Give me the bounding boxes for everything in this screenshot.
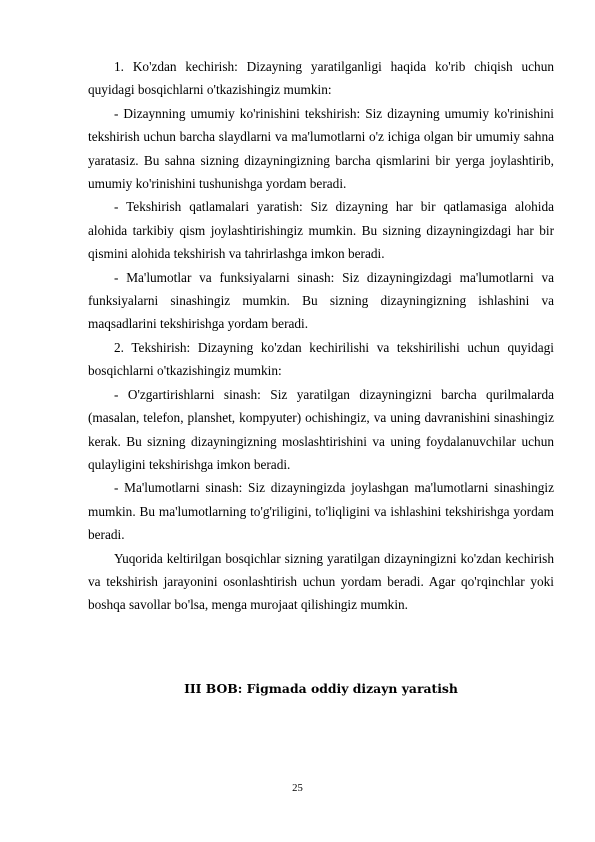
paragraph-xulosa: Yuqorida keltirilgan bosqichlar sizning yaratilgan dizayningizni ko'zdan kechirish va tekshirish jarayonini osonlashtirish uchun yordam beradi. Agar qo'rqinchlar yoki boshqa savollar bo'lsa, menga murojaat qilishingiz mumkin. <box>88 550 554 613</box>
page-number: 25 <box>292 782 303 794</box>
paragraph-ko-zdan-kechirish: 1. Ko'zdan kechirish: Dizayning yaratilganligi haqida ko'rib chiqish uchun quyidagi bosqichlarni o'tkazishingiz mumkin: <box>88 59 554 98</box>
paragraph-malumotlarni-sinash: - Ma'lumotlarni sinash: Siz dizayningizda joylashgan ma'lumotlarni sinashingiz mumkin. Bu ma'lumotlarning to'g'riligini, to'liqligini va ishlashini tekshirishga yordam beradi. <box>88 480 554 543</box>
body-text <box>88 55 554 617</box>
chapter-heading: III BOB: Figmada oddiy dizayn yaratish <box>184 681 458 696</box>
paragraph-malumotlar-funksiyalar: - Ma'lumotlar va funksiyalarni sinash: Siz dizayningizdagi ma'lumotlarni va funksiyalarni sinashingiz mumkin. Bu sizning dizayningizning ishlashini va maqsadlarini tekshirishga yordam beradi. <box>88 269 554 332</box>
paragraph-umumiy-korinish: - Dizaynning umumiy ko'rinishini tekshirish: Siz dizayning umumiy ko'rinishini tekshirish uchun barcha slaydlarni va ma'lumotlarni o'z ichiga olgan bir umumiy sahna yaratasiz. Bu sahna sizning dizayningizning barcha qismlarini bir yerga joylashtirib, umumiy ko'rinishini tushunishga yordam beradi. <box>88 105 554 192</box>
paragraph-ozgartirishlar: - O'zgartirishlarni sinash: Siz yaratilgan dizayningizni barcha qurilmalarda (masalan, telefon, planshet, kompyuter) ochishingiz, va uning davranishini sinashingiz kerak. Bu sizning dizayningizning moslashtirishini va uning foydalanuvchilar uchun qulayligini tekshirishga imkon beradi. <box>88 386 554 472</box>
paragraph-qatlamalar: - Tekshirish qatlamalari yaratish: Siz dizayning har bir qatlamasiga alohida alohida tarkibiy qism joylashtirishingiz mumkin. Bu sizning dizayningizdagi har bir qismini alohida tekshirish va tahrirlashga imkon beradi. <box>88 199 554 262</box>
paragraph-tekshirish: 2. Tekshirish: Dizayning ko'zdan kechirilishi va tekshirilishi uchun quyidagi bosqichlarni o'tkazishingiz mumkin: <box>88 339 554 379</box>
